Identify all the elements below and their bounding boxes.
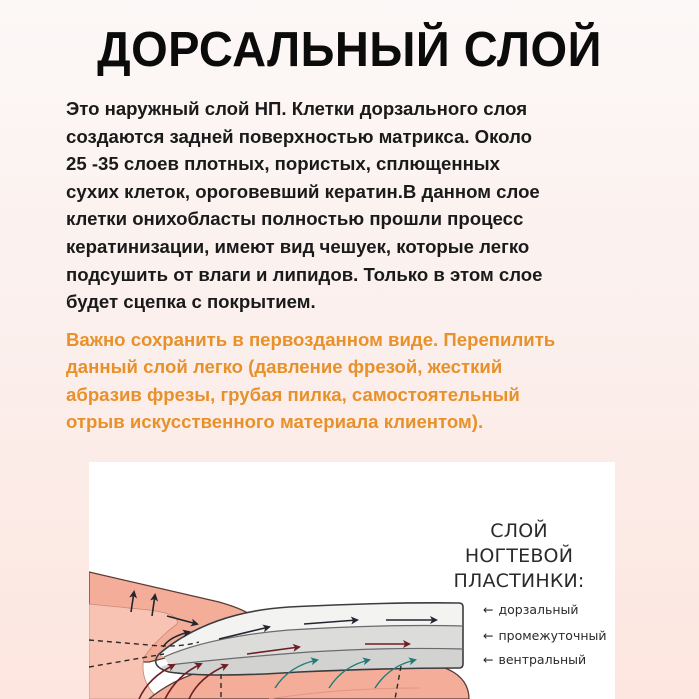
description-line: подсушить от влаги и липидов. Только в этом слое [66,263,543,285]
warning-line: Важно сохранить в первозданном виде. Перепилить [66,329,556,350]
diagram-heading-line: СЛОЙ [490,520,548,542]
warning-line: данный слой легко (давление фрезой, жесткий [66,356,503,378]
warning-paragraph [66,326,686,436]
description-line: будет сцепка с покрытием. [66,291,316,313]
diagram-heading-line: НОГТЕВОЙ [464,545,574,567]
arrow-left-icon: ← [483,628,494,643]
description-paragraph [66,95,666,316]
description-line: сухих клеток, ороговевший кератин.В данном слое [66,180,540,202]
arrow-left-icon: ← [483,652,494,667]
warning-line: абразив фрезы, грубая пилка, самостоятельный [66,383,520,405]
description-line: клетки онихобласты полностью прошли процесс [66,208,524,230]
warning-line: отрыв искусственного материала клиентом). [66,411,484,433]
layer-label-dorsal: ← дорзальный [483,602,579,617]
description-line: Это наружный слой НП. Клетки дорзального слоя [66,98,528,119]
description-line: 25 -35 слоев плотных, пористых, сплющенных [66,153,501,175]
diagram-heading-line: ПЛАСТИНКИ: [453,570,585,592]
description-line: создаются задней поверхностью матрикса. Около [66,125,533,147]
layer-label-intermediate: ← промежуточный [483,628,607,643]
description-line: кератинизации, имеют вид чешуек, которые легко [66,235,530,257]
layer-label-ventral: ← вентральный [483,652,587,667]
page-title: ДОРСАЛЬНЫЙ СЛОЙ [97,23,602,77]
arrow-left-icon: ← [483,602,494,617]
nail-plate-diagram [89,462,615,699]
